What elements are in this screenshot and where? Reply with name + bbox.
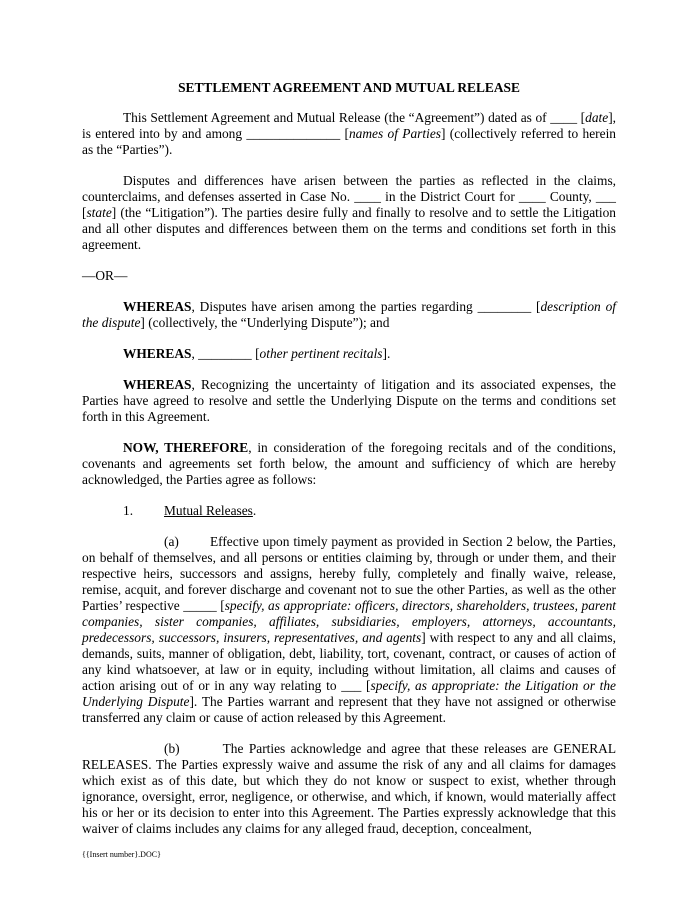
or-separator: —OR— (82, 268, 128, 283)
whereas-dispute: WHEREAS, Disputes have arisen among the parties regarding ________ [description of the dispute] (collectively, the “Underlying Dispute”); and (82, 299, 617, 330)
document-page (82, 80, 616, 852)
section-heading-mutual-releases: 1. Mutual Releases. (123, 503, 257, 518)
now-therefore-paragraph: NOW, THEREFORE, in consideration of the foregoing recitals and of the conditions, covenants and agreements set forth below, the amount and sufficiency of which are hereby acknowledged, the Parties agree as follows: (82, 440, 616, 487)
document-footer: {{Insert number}.DOC} (82, 850, 161, 859)
disputes-paragraph: Disputes and differences have arisen between the parties as reflected in the claims, counterclaims, and defenses asserted in Case No. ____ in the District Court for ____ County, ___ [state] (the “Litigation”). The parties desire fully and finally to resolve and to settle the Litigation and all other disputes and differences between them on the terms and conditions set forth in this agreement. (82, 173, 616, 252)
whereas-uncertainty: WHEREAS, Recognizing the uncertainty of litigation and its associated expenses, the Parties have agreed to resolve and settle the Underlying Dispute on the terms and conditions set forth in this Agreement. (82, 377, 616, 424)
intro-paragraph: This Settlement Agreement and Mutual Release (the “Agreement”) dated as of ____ [date], is entered into by and among ______________ [names of Parties] (collectively referred to herein as the “Parties”). (82, 110, 616, 157)
paragraph-a: (a) Effective upon timely payment as provided in Section 2 below, the Parties, on behalf of themselves, and all persons or entities claiming by, through or under them, and their respective heirs, successors and assigns, hereby fully, completely and finally waive, release, remise, acquit, and forever discharge and covenant not to sue the other Parties, as well as the other Parties’ respective _____ [specify, as appropriate: officers, directors, shareholders, trustees, parent companies, sister companies, affiliates, subsidiaries, employers, attorneys, accountants, predecessors, successors, insurers, representatives, and agents] with respect to any and all claims, demands, suits, manner of obligation, debt, liability, tort, covenant, contract, or causes of action of any kind whatsoever, at law or in equity, including without limitation, all claims and causes of action arising out of or in any way relating to ___ [specify, as appropriate: the Litigation or the Underlying Dispute]. The Parties warrant and represent that they have not assigned or otherwise transferred any claim or cause of action released by this Agreement. (82, 534, 616, 725)
document-title: SETTLEMENT AGREEMENT AND MUTUAL RELEASE (178, 80, 520, 95)
whereas-recitals: WHEREAS, ________ [other pertinent recitals]. (123, 346, 391, 361)
paragraph-b: (b) The Parties acknowledge and agree that these releases are GENERAL RELEASES. The Parties expressly waive and assume the risk of any and all claims for damages which exist as of this date, but which they do not know or suspect to exist, whether through ignorance, oversight, error, negligence, or otherwise, and which, if known, would materially affect his or her or its decision to enter into this Agreement. The Parties expressly acknowledge that this waiver of claims includes any claims for any alleged fraud, deception, concealment, (82, 741, 617, 836)
